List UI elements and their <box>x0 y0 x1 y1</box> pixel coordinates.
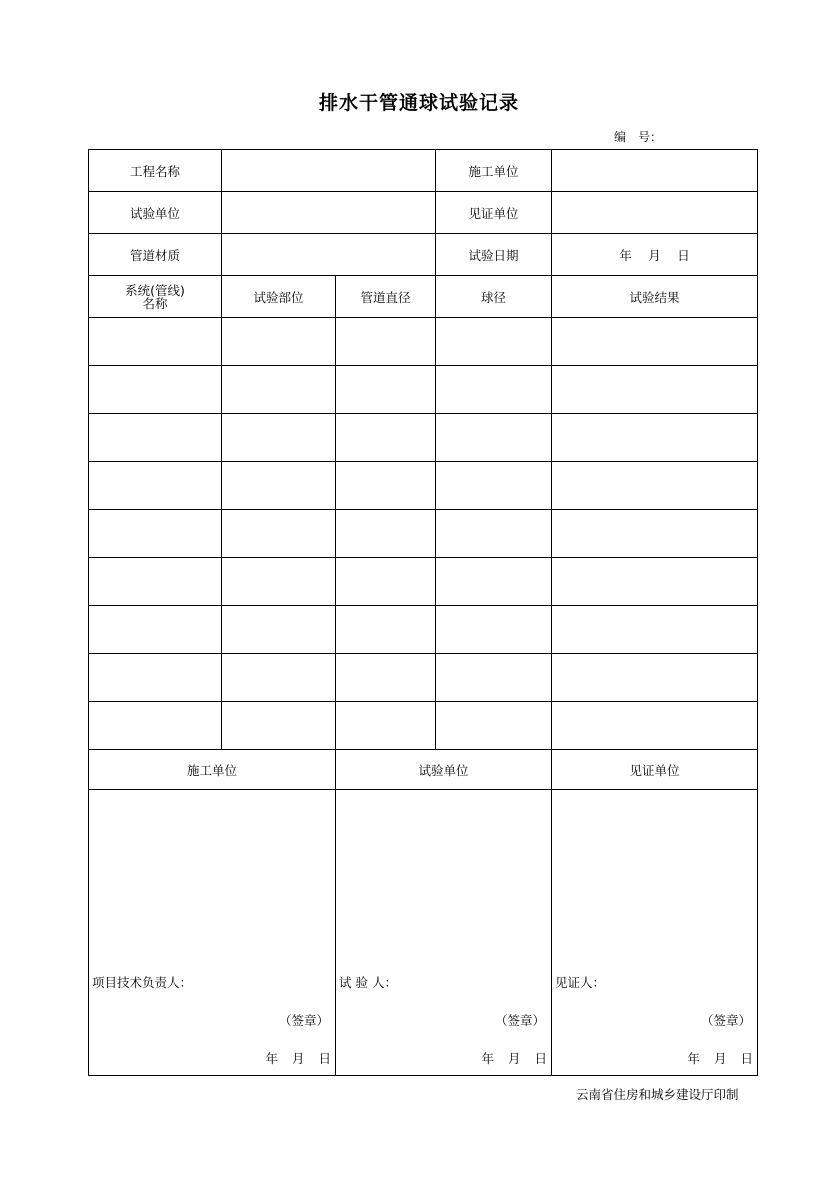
test-result-cell[interactable] <box>552 654 758 702</box>
test-result-cell[interactable] <box>552 414 758 462</box>
system-name-cell[interactable] <box>89 702 222 750</box>
ball-diameter-cell[interactable] <box>436 318 552 366</box>
table-row <box>89 510 758 558</box>
sign-date-label: 年 月 日 <box>481 1051 547 1066</box>
project-name-label: 工程名称 <box>89 150 222 192</box>
document-title: 排水干管通球试验记录 <box>318 92 519 114</box>
test-part-cell[interactable] <box>222 510 336 558</box>
test-result-cell[interactable] <box>552 318 758 366</box>
sig-construction-block[interactable] <box>89 790 336 1076</box>
signature-row <box>89 790 758 1076</box>
table-row <box>89 558 758 606</box>
table-row <box>89 654 758 702</box>
witness-unit-label: 见证单位 <box>436 192 552 234</box>
system-name-header <box>89 276 222 318</box>
ball-diameter-cell[interactable] <box>436 558 552 606</box>
pipe-diameter-cell[interactable] <box>336 558 436 606</box>
test-part-cell[interactable] <box>222 606 336 654</box>
ball-diameter-cell[interactable] <box>436 510 552 558</box>
column-header-row <box>89 276 758 318</box>
system-name-cell[interactable] <box>89 462 222 510</box>
system-name-cell[interactable] <box>89 558 222 606</box>
publisher-footer: 云南省住房和城乡建设厅印制 <box>576 1087 739 1102</box>
signature-header-row <box>89 750 758 790</box>
system-name-cell[interactable] <box>89 606 222 654</box>
sign-date-label: 年 月 日 <box>265 1051 331 1066</box>
info-row <box>89 234 758 276</box>
serial-number-label: 编 号： <box>614 130 663 144</box>
test-part-cell[interactable] <box>222 702 336 750</box>
witness-person-label: 见证人： <box>555 975 606 990</box>
test-part-cell[interactable] <box>222 414 336 462</box>
system-name-cell[interactable] <box>89 414 222 462</box>
test-result-cell[interactable] <box>552 558 758 606</box>
ball-diameter-cell[interactable] <box>436 414 552 462</box>
pipe-diameter-cell[interactable] <box>336 654 436 702</box>
pipe-diameter-cell[interactable] <box>336 462 436 510</box>
record-table <box>88 149 758 1076</box>
info-row <box>89 192 758 234</box>
sig-test-block[interactable] <box>336 790 552 1076</box>
test-unit-field[interactable] <box>222 192 436 234</box>
seal-label: （签章） <box>700 1013 751 1028</box>
info-row <box>89 150 758 192</box>
test-date-field[interactable]: 年 月 日 <box>552 234 758 276</box>
project-name-field[interactable] <box>222 150 436 192</box>
pipe-diameter-cell[interactable] <box>336 702 436 750</box>
construction-unit-field[interactable] <box>552 150 758 192</box>
test-result-cell[interactable] <box>552 702 758 750</box>
system-name-header-line1: 系统(管线) <box>125 282 185 298</box>
technical-lead-label: 项目技术负责人： <box>92 975 193 990</box>
ball-diameter-header: 球径 <box>436 276 552 318</box>
test-unit-label: 试验单位 <box>89 192 222 234</box>
pipe-diameter-cell[interactable] <box>336 414 436 462</box>
pipe-material-label: 管道材质 <box>89 234 222 276</box>
test-part-cell[interactable] <box>222 366 336 414</box>
pipe-diameter-cell[interactable] <box>336 318 436 366</box>
sig-test-unit-header: 试验单位 <box>336 750 552 790</box>
sig-witness-block[interactable] <box>552 790 758 1076</box>
pipe-diameter-cell[interactable] <box>336 606 436 654</box>
table-row <box>89 366 758 414</box>
test-part-cell[interactable] <box>222 462 336 510</box>
ball-diameter-cell[interactable] <box>436 654 552 702</box>
table-row <box>89 462 758 510</box>
construction-unit-label: 施工单位 <box>436 150 552 192</box>
test-part-cell[interactable] <box>222 318 336 366</box>
test-result-cell[interactable] <box>552 510 758 558</box>
test-result-header: 试验结果 <box>552 276 758 318</box>
ball-diameter-cell[interactable] <box>436 366 552 414</box>
tester-label: 试 验 人： <box>339 975 397 990</box>
table-row <box>89 414 758 462</box>
test-part-cell[interactable] <box>222 654 336 702</box>
sign-date-label: 年 月 日 <box>687 1051 753 1066</box>
system-name-cell[interactable] <box>89 510 222 558</box>
system-name-cell[interactable] <box>89 366 222 414</box>
test-result-cell[interactable] <box>552 462 758 510</box>
table-row <box>89 318 758 366</box>
test-result-cell[interactable] <box>552 606 758 654</box>
test-part-header: 试验部位 <box>222 276 336 318</box>
system-name-cell[interactable] <box>89 654 222 702</box>
test-result-cell[interactable] <box>552 366 758 414</box>
table-row <box>89 606 758 654</box>
ball-diameter-cell[interactable] <box>436 606 552 654</box>
witness-unit-field[interactable] <box>552 192 758 234</box>
pipe-material-field[interactable] <box>222 234 436 276</box>
sig-construction-unit-header: 施工单位 <box>89 750 336 790</box>
pipe-diameter-cell[interactable] <box>336 510 436 558</box>
table-row <box>89 702 758 750</box>
pipe-diameter-cell[interactable] <box>336 366 436 414</box>
ball-diameter-cell[interactable] <box>436 462 552 510</box>
seal-label: （签章） <box>278 1013 329 1028</box>
sig-witness-unit-header: 见证单位 <box>552 750 758 790</box>
pipe-diameter-header: 管道直径 <box>336 276 436 318</box>
test-date-label: 试验日期 <box>436 234 552 276</box>
seal-label: （签章） <box>494 1013 545 1028</box>
system-name-header-line2: 名称 <box>142 295 168 311</box>
ball-diameter-cell[interactable] <box>436 702 552 750</box>
system-name-cell[interactable] <box>89 318 222 366</box>
test-part-cell[interactable] <box>222 558 336 606</box>
